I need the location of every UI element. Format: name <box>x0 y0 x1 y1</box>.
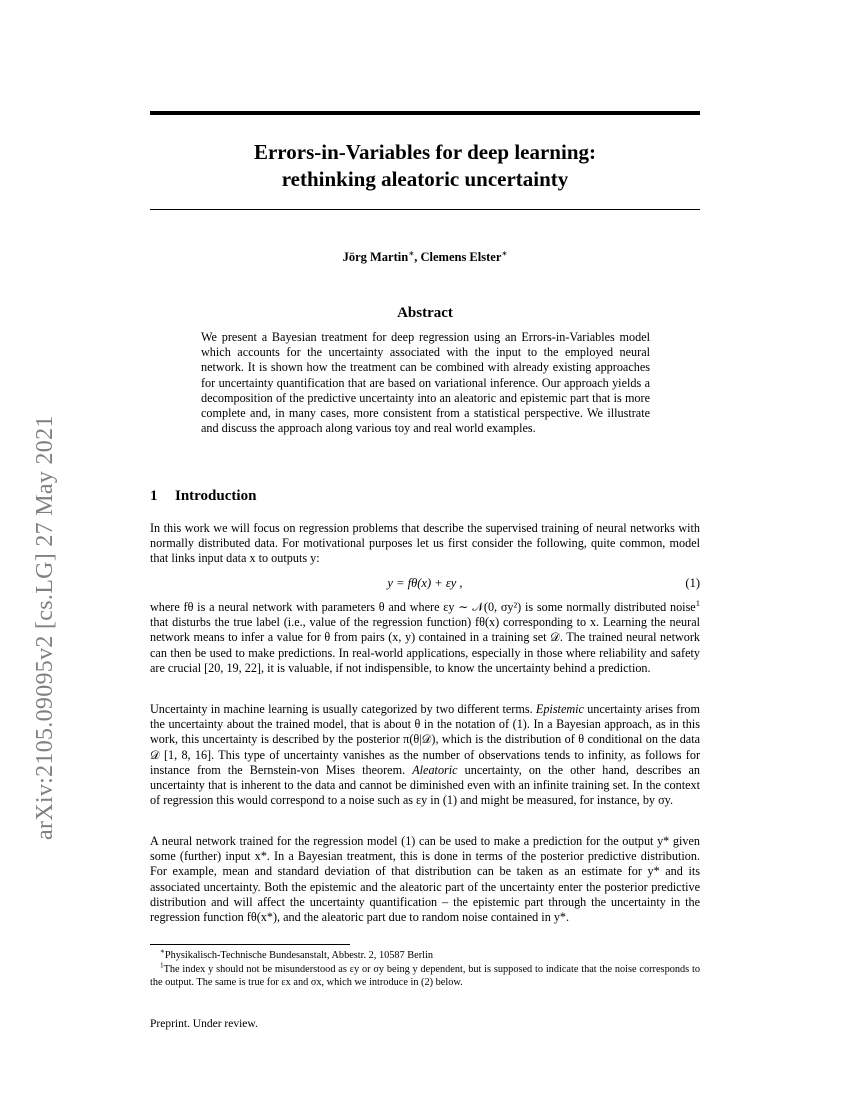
footnote-text: The index y should not be misunderstood as εy or σy being y dependent, but is supposed to indicate that the noise corresponds to the output. The same is true for εx and σx, which we introduce in (2) below. <box>150 964 700 988</box>
footnote-text: Physikalisch-Technische Bundesanstalt, Abbestr. 2, 10587 Berlin <box>164 950 434 961</box>
paper-title <box>150 139 700 193</box>
paragraph-model <box>150 597 700 676</box>
title-rule-top <box>150 111 700 115</box>
author-list <box>150 247 700 265</box>
paragraph-intro: In this work we will focus on regression problems that describe the supervised training of neural networks with normally distributed data. For motivational purposes let us first consider the following, quite common, model that links input data x to outputs y: <box>150 521 700 566</box>
paragraph-text: that disturbs the true label (i.e., value of the regression function) fθ(x) corresponding to x. Learning the neural network means to infer a value for θ from pairs (x, y) contained in a training set 𝒟. The trained neural network can then be used to make predictions. In real-world applications, especially in those where reliability and safety are crucial [20, 19, 22], it is valuable, if not indispensible, to know the uncertainty behind a prediction. <box>150 615 700 675</box>
paragraph-prediction: A neural network trained for the regression model (1) can be used to make a prediction for the output y* given some (further) input x*. In a Bayesian treatment, this is done in terms of the posterior predictive distribution. For example, mean and standard deviation of that distribution can be taken as an estimate for y* and its associated uncertainty. Both the epistemic and the aleatoric part of the uncertainty enter the posterior predictive distribution and will affect the uncertainty quantification – the epistemic part through the uncertainty in the regression function fθ(x*), and the aleatoric part due to random noise contained in y*. <box>150 834 700 925</box>
footnote-mark: ∗ <box>160 947 165 956</box>
paragraph-text: Uncertainty in machine learning is usually categorized by two different terms. <box>150 702 536 716</box>
equation-body: y = fθ(x) + εy , <box>387 576 463 590</box>
emphasis-aleatoric: Aleatoric <box>412 762 458 777</box>
footnote-affiliation <box>150 949 700 962</box>
section-heading <box>150 488 700 505</box>
author-name: Jörg Martin <box>342 250 409 264</box>
affiliation-mark: ∗ <box>408 247 415 258</box>
abstract-body: We present a Bayesian treatment for deep regression using an Errors-in-Variables model which accounts for the uncertainty associated with the input to the employed neural network. It is shown how the treatment can be combined with already existing approaches for uncertainty quantification that are based on variational inference. Our approach yields a decomposition of the predictive uncertainty into an aleatoric and epistemic part that is more complete and, in many cases, more consistent from a statistical perspective. We illustrate and discuss the approach along various toy and real world examples. <box>201 330 650 436</box>
emphasis-epistemic: Epistemic <box>535 702 584 716</box>
arxiv-stamp: arXiv:2105.09095v2 [cs.LG] 27 May 2021 <box>32 415 58 840</box>
footnote-1 <box>150 963 700 989</box>
paragraph-text: uncertainty arises from the uncertainty about the trained model, that is about θ in the notation of (1). In a Bayesian approach, as in this work, this uncertainty is described by the posterior π(θ|𝒟), which is the distribution of θ conditional on the data 𝒟 [1, 8, 16]. This type of uncertainty vanishes as the number of observations tends to infinity, as follows for instance from the Bernstein-von Mises theorem. <box>150 702 700 777</box>
paragraph-text: where fθ is a neural network with parameters θ and where εy ∼ 𝒩(0, σy²) is some normally distributed noise <box>150 600 696 614</box>
title-line-2: rethinking aleatoric uncertainty <box>281 167 569 191</box>
section-number: 1 <box>150 488 158 504</box>
equation-number: (1) <box>685 576 700 590</box>
preprint-footer: Preprint. Under review. <box>150 1018 258 1030</box>
footnote-mark: 1 <box>160 961 164 970</box>
section-title: Introduction <box>175 488 257 504</box>
equation-1 <box>150 576 700 592</box>
title-rule-bottom <box>150 209 700 210</box>
paragraph-uncertainty <box>150 702 700 808</box>
title-line-1: Errors-in-Variables for deep learning: <box>253 140 596 164</box>
abstract-heading: Abstract <box>397 305 453 321</box>
affiliation-mark: ∗ <box>501 247 508 258</box>
footnote-divider <box>150 944 350 945</box>
author-separator: , <box>414 250 421 264</box>
footnote-ref[interactable]: 1 <box>695 597 700 608</box>
paragraph-text: uncertainty, on the other hand, describes an uncertainty that is inherent to the data and cannot be diminished even with an infinite training set. In the context of regression this would correspond to a noise such as εy in (1) and might be measured, for instance, by σy. <box>150 762 701 808</box>
author-name: Clemens Elster <box>420 250 502 264</box>
